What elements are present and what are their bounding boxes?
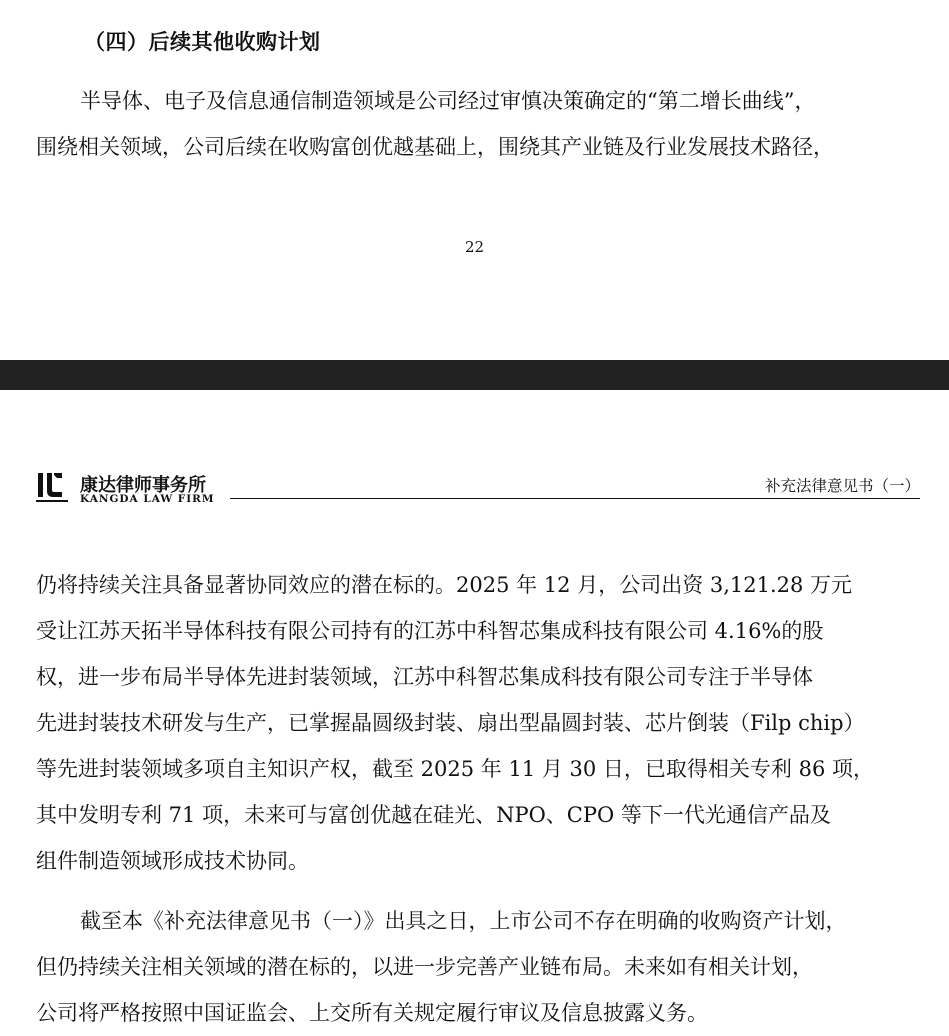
paragraph-line: 权，进一步布局半导体先进封装领域，江苏中科智芯集成科技有限公司专注于半导体	[36, 665, 813, 689]
paragraph-line: 组件制造领域形成技术协同。	[36, 849, 309, 873]
paragraph-line: 半导体、电子及信息通信制造领域是公司经过审慎决策确定的“第二增长曲线”，	[80, 89, 816, 113]
paragraph-line: 围绕相关领域，公司后续在收购富创优越基础上，围绕其产业链及行业发展技术路径，	[36, 135, 834, 159]
upper-page	[0, 0, 949, 360]
lower-page	[0, 390, 949, 1024]
body-paragraph-1	[36, 562, 916, 884]
document-header	[36, 468, 920, 506]
body-paragraph-2	[36, 898, 916, 1036]
firm-name-en: KANGDA LAW FIRM	[80, 493, 215, 505]
paragraph-line: 仍将持续关注具备显著协同效应的潜在标的。2025 年 12 月，公司出资 3,121.28 万元	[36, 573, 853, 597]
paragraph-line: 公司将严格按照中国证监会、上交所有关规定履行审议及信息披露义务。	[36, 1001, 708, 1025]
document-title: 补充法律意见书（一）	[764, 477, 920, 495]
paragraph-line: 先进封装技术研发与生产，已掌握晶圆级封装、扇出型晶圆封装、芯片倒装（Filp chip）	[36, 711, 865, 735]
paragraph-line: 其中发明专利 71 项，未来可与富创优越在硅光、NPO、CPO 等下一代光通信产品及	[36, 803, 831, 827]
paragraph-line: 截至本《补充法律意见书（一）》出具之日，上市公司不存在明确的收购资产计划，	[80, 909, 847, 933]
firm-name-cn: 康达律师事务所	[80, 475, 206, 496]
paragraph-line: 等先进封装领域多项自主知识产权，截至 2025 年 11 月 30 日，已取得相关专利 86 项，	[36, 757, 875, 781]
paragraph-line: 但仍持续关注相关领域的潜在标的，以进一步完善产业链布局。未来如有相关计划，	[36, 955, 813, 979]
upper-paragraph	[36, 78, 916, 170]
kangda-logo-icon	[36, 470, 68, 504]
paragraph-line: 受让江苏天拓半导体科技有限公司持有的江苏中科智芯集成科技有限公司 4.16%的股	[36, 619, 824, 643]
page-separator-bar	[0, 360, 949, 390]
section-heading: （四）后续其他收购计划	[84, 29, 321, 54]
page-number: 22	[464, 238, 485, 256]
header-rule	[230, 498, 920, 499]
